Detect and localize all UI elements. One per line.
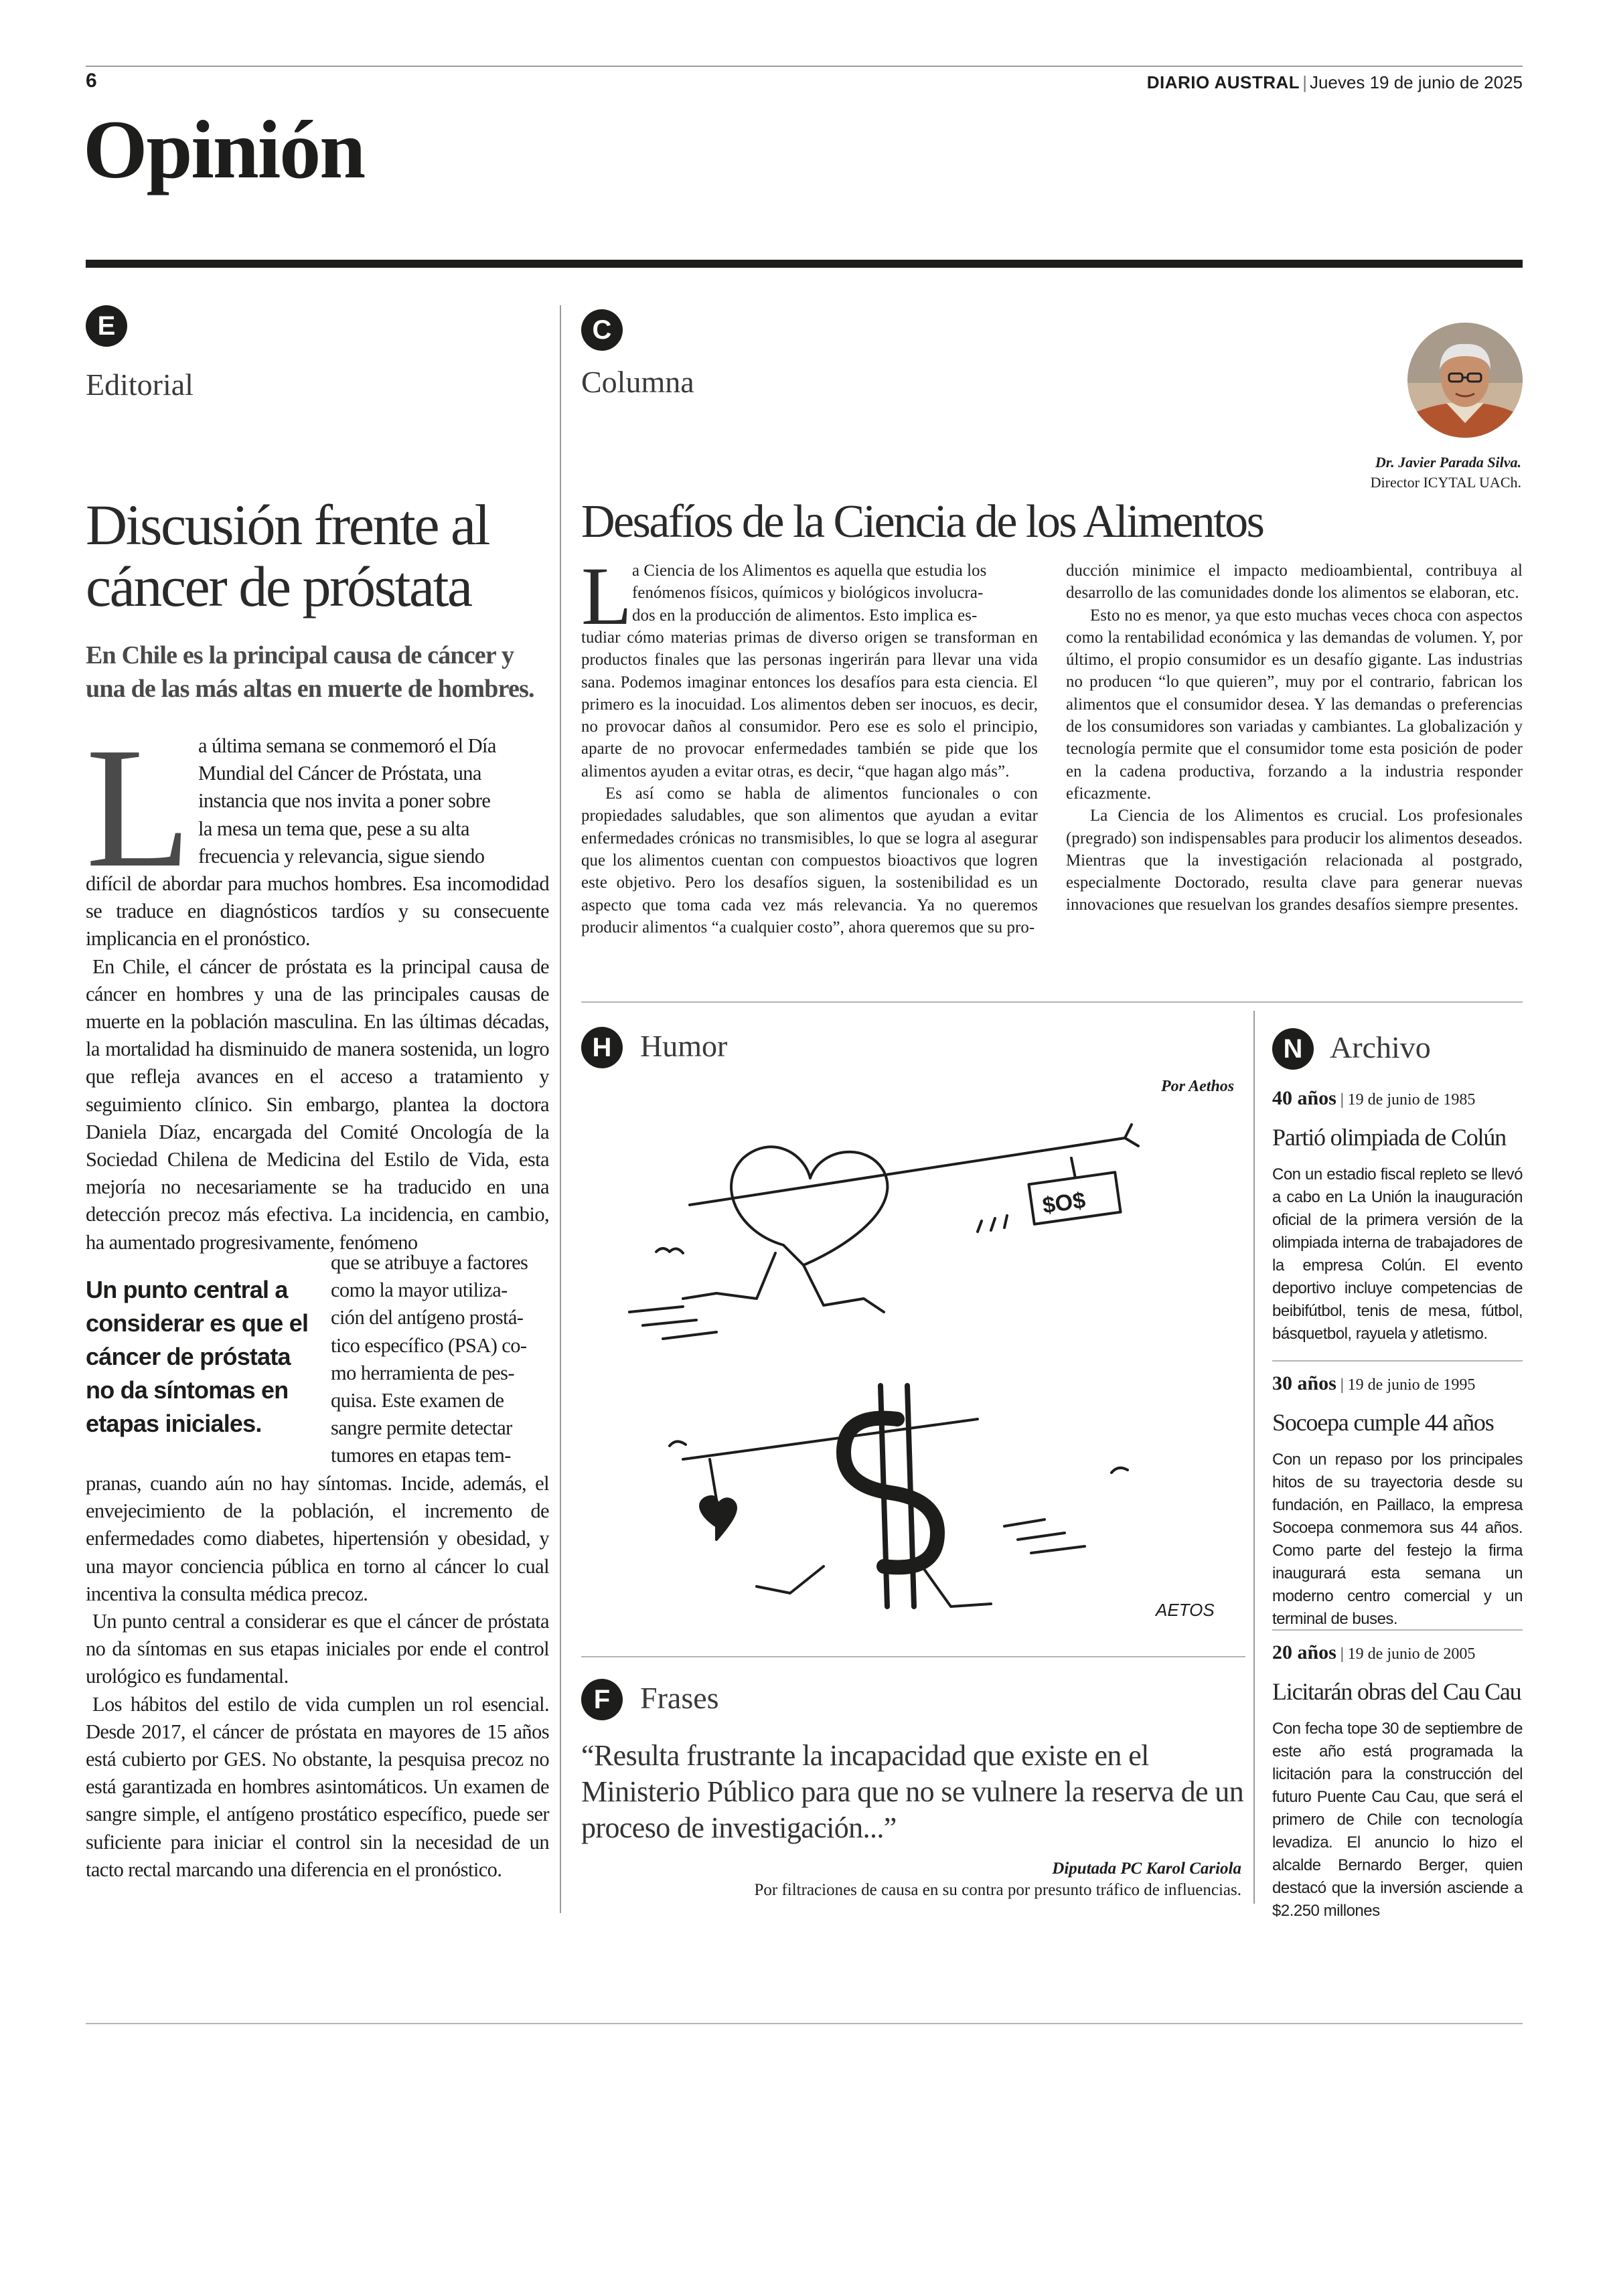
editorial-paragraph: En Chile, el cáncer de próstata es la principal causa de cáncer en hombres y una de las principales causas de muerte en la población masculina. En las últimas décadas, la mortalidad ha disminuido de manera sostenida, un logro que refleja avances en el acceso a tratamiento y seguimiento clínico. Sin embargo, plantea la doctora Daniela Díaz, encargada del Comité Oncología de la Sociedad Chilena de Medicina del Estilo de Vida, esta mejoría no necesariamente se ha traducido en una detección precoz más efectiva. La incidencia, en cambio, ha aumentado progresivamente, fenómeno	[86, 955, 549, 1254]
heart-icon	[731, 1147, 887, 1265]
column-divider	[560, 305, 561, 1913]
archive-years: 20 años | 19 de junio de 2005	[1272, 1641, 1476, 1663]
column-body-right	[1066, 560, 1523, 916]
publication-name: DIARIO AUSTRAL	[1146, 72, 1300, 92]
lead-line: a Ciencia de los Alimentos es aquella que estudia los	[632, 562, 987, 580]
wrap-line: tumores en etapas tem-	[331, 1444, 511, 1467]
lead-line: Mundial del Cáncer de Próstata, una	[198, 762, 481, 785]
column-drop-cap: L	[581, 550, 632, 642]
editorial-badge: E	[86, 305, 127, 347]
archive-date: 19 de junio de 2005	[1347, 1645, 1476, 1663]
wrap-line: que se atribuye a factores	[331, 1251, 528, 1274]
footer-rule	[86, 2023, 1523, 2024]
editorial-paragraph: difícil de abordar para muchos hombres. Esa incomodidad se traduce en diagnósticos tardíos y su consecuente implicancia en el pronóstico.	[86, 872, 549, 951]
wrap-line: sangre permite detectar	[331, 1416, 512, 1440]
lead-line: a última semana se conmemoró el Día	[198, 734, 496, 757]
dollar-sign-icon	[844, 1418, 937, 1568]
archive-kicker: Archivo	[1330, 1030, 1431, 1064]
column-paragraph: Es así como se habla de alimentos funcionales o con propiedades saludables, que son alimentos que ayudan a evitar enfermedades crónicas no transmisibles, lo que se logra al asegurar que los alimentos cuentan con compuestos bioactivos que logren este objetivo. Pero los desafíos siguen, la sostenibilidad es un aspecto que toma cada vez más relevancia. Ya no queremos producir alimentos “a cualquier costo”, ahora queremos que su pro-	[581, 785, 1038, 936]
editorial-headline: Discusión frente al cáncer de próstata	[86, 493, 489, 619]
frases-kicker: Frases	[640, 1681, 719, 1715]
wrap-line: ción del antígeno prostá-	[331, 1306, 524, 1329]
wrap-line: mo herramienta de pes-	[331, 1361, 514, 1384]
archive-title: Licitarán obras del Cau Cau	[1272, 1678, 1521, 1705]
archive-years: 30 años | 19 de junio de 1995	[1272, 1372, 1476, 1394]
author-role: Director ICYTAL UACh.	[1370, 474, 1521, 491]
masthead	[1147, 72, 1523, 93]
archive-years-label: 20 años	[1272, 1641, 1336, 1663]
section-title: Opinión	[83, 104, 365, 195]
editorial-kicker: Editorial	[86, 367, 194, 402]
editorial-body-upper	[86, 870, 549, 1256]
hanging-heart-icon	[700, 1497, 736, 1540]
archive-title: Partió olimpiada de Colún	[1272, 1124, 1506, 1151]
column-bottom-rule	[581, 1001, 1523, 1003]
column-paragraph: La Ciencia de los Alimentos es crucial. Los profesionales (pregrado) son indispensables para producir los alimentos deseados. Mientras que la investigación relacionada al postgrado, especialmente Doctorado, resulta clave para generar nuevas innovaciones que resuelvan los grandes desafíos siempre presentes.	[1066, 807, 1523, 914]
archive-item	[1272, 1087, 1523, 1345]
archive-divider	[1253, 1011, 1255, 1904]
column-kicker: Columna	[581, 365, 694, 399]
lead-line: instancia que nos invita a poner sobre	[198, 789, 491, 813]
cartoon-illustration	[603, 1098, 1245, 1633]
frases-attribution: Diputada PC Karol Cariola	[1052, 1860, 1241, 1878]
humor-bottom-rule	[581, 1656, 1245, 1657]
lead-line: frecuencia y relevancia, sigue siendo	[198, 844, 485, 868]
column-paragraph: tudiar cómo materias primas de diverso origen se transforman en productos finales que las personas ingerirán para llevar una vida sana. Podemos imaginar entonces los desafíos para esta ciencia. El primero es la inocuidad. Los alimentos deben ser inocuos, es decir, no provocar daños al consumidor. Pero ese es solo el principio, aparte de no provocar enfermedades también se pide que los alimentos ayuden a evitar otras, es decir, “que hagan algo más”.	[581, 629, 1038, 781]
archive-body: Con un estadio fiscal repleto se llevó a cabo en La Unión la inauguración oficial de la primera versión de la olimpiada interna de trabajadores de la empresa Colún. El evento deportivo incluye competencias de beibifútbol, tenis de mesa, fútbol, básquetbol, rayuela y atletismo.	[1272, 1165, 1523, 1343]
column-author	[1371, 453, 1521, 493]
page-number: 6	[86, 70, 97, 92]
cartoonist-signature: AETOS	[1156, 1600, 1215, 1620]
editorial-pull-quote: Un punto central a considerar es que el cáncer de próstata no da síntomas en etapas iniciales.	[86, 1276, 309, 1437]
issue-date: Jueves 19 de junio de 2025	[1309, 72, 1523, 92]
archive-years-label: 30 años	[1272, 1372, 1336, 1394]
lead-line: dos en la producción de alimentos. Esto implica es-	[632, 606, 978, 625]
column-body-left	[581, 627, 1038, 938]
editorial-lead	[198, 732, 549, 870]
column-lead	[632, 560, 1038, 627]
masthead-separator: |	[1302, 72, 1307, 92]
column-badge: C	[581, 309, 623, 351]
editorial-drop-cap: L	[86, 712, 192, 903]
archive-date: 19 de junio de 1985	[1347, 1091, 1476, 1109]
editorial-wrap-column	[331, 1249, 549, 1470]
column-paragraph: ducción minimice el impacto medioambiental, contribuya al desarrollo de las comunidades donde los alimentos se elaboran, etc.	[1066, 562, 1523, 602]
editorial-deck: En Chile es la principal causa de cáncer y una de las más altas en muerte de hombres.	[86, 641, 534, 703]
author-portrait	[1407, 323, 1523, 438]
archive-date: 19 de junio de 1995	[1347, 1376, 1476, 1394]
tag-text: $O$	[1041, 1187, 1087, 1219]
frases-context: Por filtraciones de causa en su contra por presunto tráfico de influencias.	[754, 1881, 1241, 1899]
archive-item	[1272, 1641, 1523, 1922]
editorial-paragraph: Los hábitos del estilo de vida cumplen un rol esencial. Desde 2017, el cáncer de próstata en mayores de 15 años está cubierto por GES. No obstante, la pesquisa precoz no está garantizada en hombres asintomáticos. Un examen de sangre simple, el antígeno prostático específico, puede ser suficiente para iniciar el control sin la necesidad de un tacto rectal marcando una diferencia en el pronóstico.	[86, 1692, 549, 1881]
editorial-paragraph: pranas, cuando aún no hay síntomas. Incide, además, el envejecimiento de la población, el incremento de enfermedades como diabetes, hipertensión y obesidad, y una mayor conciencia pública en torno al cáncer lo cual incentiva la consulta médica precoz.	[86, 1472, 549, 1605]
editorial-body-lower	[86, 1470, 549, 1884]
header-rule	[86, 66, 1523, 67]
lead-line: fenómenos físicos, químicos y biológicos involucra-	[632, 584, 984, 602]
author-photo-icon	[1407, 323, 1523, 438]
column-headline: Desafíos de la Ciencia de los Alimentos	[581, 496, 1264, 548]
humor-kicker: Humor	[640, 1029, 728, 1063]
archive-item	[1272, 1372, 1523, 1631]
editorial-paragraph: Un punto central a considerar es que el cáncer de próstata no da síntomas en sus etapas iniciales por ende el control urológico es fundamental.	[86, 1610, 549, 1688]
wrap-line: quisa. Este examen de	[331, 1389, 504, 1412]
lead-line: la mesa un tema que, pese a su alta	[198, 817, 469, 840]
archive-body: Con un repaso por los principales hitos de su trayectoria desde su fundación, en Paillaco, la empresa Socoepa conmemora sus 44 años. Como parte del festejo la firma inaugurará esta semana un moderno centro comercial y un terminal de buses.	[1272, 1451, 1523, 1628]
section-rule	[86, 260, 1523, 268]
column-paragraph: Esto no es menor, ya que esto muchas veces choca con aspectos como la rentabilidad económica y las demandas de volumen. Y, por último, el propio consumidor es un desafío gigante. Las industrias no producen “lo que quieren”, muy por el contrario, fabrican los alimentos que el consumidor desea. Y las demandas o preferencias de los consumidores son variadas y cambiantes. La globalización y tecnología permite que el consumidor tome esta posición de poder en la cadena productiva, forzando a la industria responder eficazmente.	[1066, 606, 1523, 803]
frases-badge: F	[581, 1679, 623, 1720]
humor-badge: H	[581, 1027, 623, 1068]
archive-title: Socoepa cumple 44 años	[1272, 1409, 1494, 1436]
humor-byline: Por Aethos	[1161, 1078, 1235, 1095]
archive-rule	[1272, 1629, 1523, 1631]
archive-body: Con fecha tope 30 de septiembre de este año está programada la licitación para la construcción del futuro Puente Cau Cau, que será el primero de Chile con tecnología levadiza. El anuncio lo hizo el alcalde Bernardo Berger, quien destacó que la inversión asciende a $2.250 millones	[1272, 1720, 1523, 1920]
archive-years: 40 años | 19 de junio de 1985	[1272, 1087, 1476, 1109]
archive-badge: N	[1272, 1028, 1314, 1070]
archive-years-label: 40 años	[1272, 1087, 1336, 1109]
wrap-line: como la mayor utiliza-	[331, 1279, 508, 1302]
frases-quote: “Resulta frustrante la incapacidad que existe en el Ministerio Público para que no se vulnere la reserva de un proceso de investigación...”	[581, 1739, 1244, 1844]
author-name: Dr. Javier Parada Silva.	[1375, 454, 1521, 471]
wrap-line: tico específico (PSA) co-	[331, 1333, 527, 1357]
archive-rule	[1272, 1360, 1523, 1362]
